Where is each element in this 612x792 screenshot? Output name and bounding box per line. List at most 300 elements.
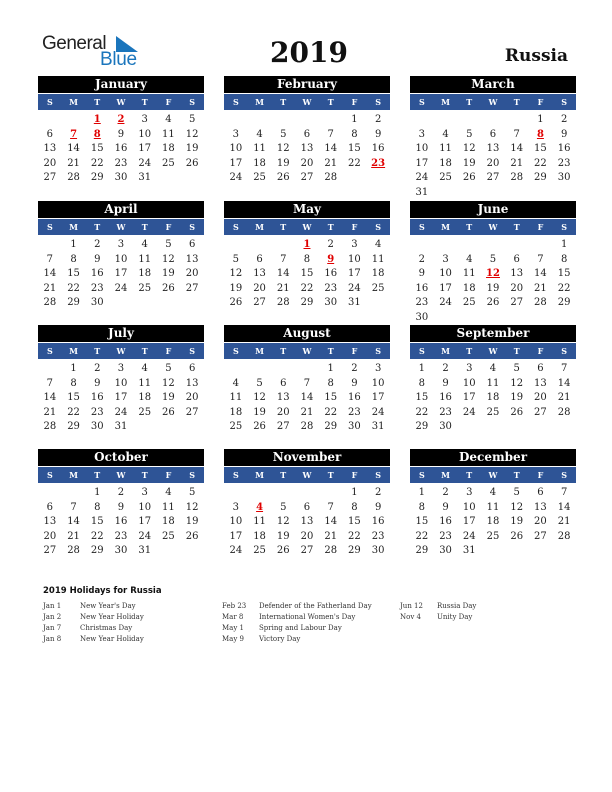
day-cell: 28 [67,172,80,183]
day-cell: 11 [162,128,175,140]
month-may [224,201,390,311]
day-cell: 17 [114,392,128,403]
day-cell: 9 [117,501,125,513]
day-cell: 14 [324,143,338,154]
day-cell: 8 [94,501,101,513]
day-cell: 27 [300,172,314,183]
weekday-label: W [488,470,498,480]
day-cell: 7 [327,128,334,140]
day-cell: 14 [534,268,547,279]
day-cell: 2 [442,487,449,498]
day-cell: 11 [138,377,152,389]
holiday-list-title: 2019 Holidays for Russia [43,586,162,596]
weekday-label: S [46,97,53,107]
day-cell: 11 [229,392,243,403]
day-cell: 13 [276,392,290,403]
holiday-row [43,612,144,623]
day-cell: 27 [185,406,199,418]
holiday-day-cell: 1 [303,239,311,250]
weekday-label: F [537,346,544,356]
day-cell: 3 [232,128,240,140]
empty-cell [295,486,319,501]
day-cell: 7 [560,487,568,498]
holiday-row [400,601,476,612]
month-october [38,449,204,559]
day-cell: 17 [462,392,476,403]
day-cell: 28 [324,172,338,183]
month-july [38,325,204,435]
day-cell: 30 [324,297,338,308]
day-cell: 26 [510,406,524,418]
day-cell: 1 [560,239,568,250]
calendar-year: 2019 [270,36,348,69]
day-cell: 11 [462,268,476,279]
weekday-label: T [94,346,101,356]
holiday-date: May 9 [222,635,244,643]
day-cell: 4 [489,487,497,498]
day-cell: 30 [439,421,452,432]
weekday-label: S [189,97,196,107]
empty-cell [62,113,86,128]
weekday-label: M [441,97,450,107]
day-cell: 30 [439,545,452,556]
day-cell: 23 [90,282,104,294]
day-cell: 13 [43,516,57,527]
day-cell: 3 [374,363,382,374]
weekday-label: W [488,222,498,232]
empty-cell [224,486,248,501]
day-cell: 17 [138,516,152,527]
day-cell: 2 [94,363,101,374]
empty-cell [319,486,343,501]
day-cell: 23 [348,406,361,418]
holiday-date: Jun 12 [400,602,423,610]
day-cell: 28 [510,172,524,183]
day-cell: 1 [70,363,77,374]
day-cell: 16 [439,392,452,403]
day-cell: 9 [374,501,382,513]
day-cell: 31 [462,545,476,556]
day-cell: 18 [486,516,500,527]
day-cell: 1 [94,487,101,498]
day-cell: 11 [486,501,500,513]
day-cell: 7 [303,377,311,389]
day-cell: 10 [348,253,361,265]
day-cell: 9 [560,128,568,140]
day-cell: 15 [348,516,361,527]
weekday-label: S [561,97,568,107]
day-cell: 21 [557,392,571,403]
month-title: March [410,76,576,93]
weekday-label: S [561,470,568,480]
day-cell: 7 [513,128,520,140]
day-cell: 19 [253,406,266,418]
day-cell: 25 [162,157,175,169]
day-cell: 23 [114,530,128,542]
day-cell: 14 [510,143,524,154]
month-june [410,201,576,325]
weekday-label: S [232,346,239,356]
empty-cell [295,362,319,377]
day-cell: 24 [229,172,243,183]
day-cell: 20 [43,530,57,542]
holiday-row [222,623,372,634]
weekday-label: T [327,470,334,480]
day-cell: 4 [165,487,172,498]
day-cell: 22 [90,157,104,169]
day-cell: 13 [43,143,57,154]
day-cell: 3 [466,363,473,374]
day-cell: 15 [90,143,104,154]
weekday-label: F [351,346,358,356]
day-cell: 29 [67,421,80,432]
day-cell: 14 [557,377,571,389]
weekday-label: F [351,222,358,232]
day-cell: 24 [114,406,128,418]
day-cell: 12 [253,392,266,403]
day-cell: 1 [351,114,358,125]
day-cell: 7 [327,501,334,513]
holiday-date: Mar 8 [222,613,244,621]
holiday-date: Jan 2 [43,613,62,621]
day-cell: 3 [117,239,125,250]
day-cell: 6 [188,239,196,250]
day-cell: 11 [371,253,385,265]
day-cell: 3 [141,114,148,125]
day-cell: 15 [67,392,80,403]
empty-cell [434,113,458,128]
day-cell: 26 [486,297,500,308]
weekday-label: S [189,470,196,480]
day-grid [38,113,204,186]
day-cell: 22 [415,406,429,418]
holiday-date: Jan 8 [43,635,62,643]
weekday-label: T [94,97,101,107]
day-cell: 17 [415,157,429,169]
empty-cell [481,113,505,128]
weekday-label: S [232,470,239,480]
weekday-header [38,94,204,110]
day-cell: 17 [462,516,476,527]
day-grid [224,362,390,435]
day-cell: 21 [67,157,80,169]
day-cell: 9 [374,128,382,140]
day-cell: 16 [415,282,429,294]
weekday-label: W [302,346,312,356]
day-cell: 22 [67,406,80,418]
day-cell: 23 [439,530,452,542]
day-cell: 20 [534,392,547,403]
day-cell: 16 [557,143,571,154]
day-cell: 6 [256,253,263,265]
empty-cell [295,113,319,128]
day-grid [38,362,204,435]
day-cell: 27 [534,530,547,542]
day-cell: 6 [303,128,311,140]
empty-cell [271,238,295,253]
month-title: September [410,325,576,342]
weekday-header [410,94,576,110]
day-cell: 19 [162,268,175,279]
weekday-label: S [46,346,53,356]
month-title: November [224,449,390,466]
weekday-label: M [255,97,264,107]
day-cell: 11 [253,143,266,154]
day-cell: 26 [276,545,290,556]
day-cell: 24 [439,297,452,308]
day-cell: 18 [253,530,266,542]
holiday-day-cell: 23 [371,157,386,169]
day-cell: 18 [229,406,243,418]
holiday-name: Defender of the Fatherland Day [259,602,372,610]
month-february [224,76,390,186]
day-cell: 14 [557,501,571,513]
day-cell: 8 [418,377,426,389]
day-cell: 27 [185,282,199,294]
month-title: December [410,449,576,466]
day-cell: 9 [442,501,449,513]
day-cell: 28 [43,297,57,308]
holiday-name: New Year Holiday [80,613,144,621]
weekday-label: M [441,470,450,480]
day-cell: 29 [90,545,104,556]
day-cell: 10 [114,377,128,389]
weekday-label: T [280,346,287,356]
day-cell: 25 [162,530,175,542]
empty-cell [505,113,529,128]
weekday-label: T [141,346,148,356]
empty-cell [505,238,529,253]
holiday-day-cell: 2 [117,114,125,125]
day-cell: 2 [117,487,125,498]
weekday-label: T [94,470,101,480]
day-cell: 28 [300,421,314,432]
weekday-label: M [441,222,450,232]
day-cell: 26 [185,530,199,542]
weekday-label: T [94,222,101,232]
empty-cell [224,113,248,128]
empty-cell [248,238,272,253]
weekday-label: T [280,222,287,232]
day-cell: 13 [253,268,266,279]
weekday-label: T [141,470,148,480]
day-cell: 1 [537,114,544,125]
holiday-day-cell: 9 [327,253,335,265]
day-cell: 21 [510,157,524,169]
day-cell: 4 [442,128,449,140]
day-cell: 27 [276,421,290,432]
month-september [410,325,576,435]
day-cell: 26 [462,172,476,183]
day-cell: 12 [276,143,290,154]
weekday-label: F [165,470,172,480]
day-cell: 20 [276,406,290,418]
day-cell: 4 [256,128,263,140]
day-cell: 20 [185,268,199,279]
weekday-label: W [116,470,126,480]
weekday-header [224,467,390,483]
day-cell: 17 [348,268,361,279]
day-cell: 2 [442,363,449,374]
weekday-label: T [280,97,287,107]
weekday-label: T [513,346,520,356]
holiday-day-cell: 1 [93,114,101,125]
logo-text-general: General [42,33,107,54]
empty-cell [248,362,272,377]
holiday-list [43,586,583,643]
day-cell: 6 [46,501,54,513]
day-cell: 16 [371,516,385,527]
day-cell: 27 [486,172,500,183]
holiday-column [222,601,372,645]
day-cell: 27 [253,297,266,308]
day-cell: 4 [141,239,148,250]
day-cell: 15 [67,268,80,279]
general-blue-logo [42,33,142,69]
day-cell: 4 [374,239,382,250]
logo-text-blue: Blue [100,49,137,70]
day-cell: 30 [415,311,429,323]
day-cell: 15 [348,143,361,154]
day-cell: 3 [141,487,148,498]
day-cell: 25 [229,421,243,432]
empty-cell [248,113,272,128]
day-cell: 23 [90,406,104,418]
day-cell: 16 [90,268,104,279]
weekday-label: M [255,222,264,232]
weekday-label: F [537,97,544,107]
day-cell: 5 [513,363,520,374]
day-cell: 7 [46,377,54,389]
day-cell: 23 [324,282,338,294]
day-cell: 11 [439,143,452,154]
day-cell: 10 [462,377,476,389]
day-cell: 15 [300,268,314,279]
empty-cell [410,238,434,253]
day-cell: 8 [560,253,568,265]
weekday-label: S [46,470,53,480]
weekday-header [38,343,204,359]
day-cell: 12 [276,516,290,527]
holiday-name: Unity Day [437,613,473,621]
month-title: August [224,325,390,342]
day-cell: 6 [537,487,544,498]
weekday-label: M [69,222,78,232]
day-cell: 26 [162,406,175,418]
day-cell: 6 [188,363,196,374]
day-cell: 26 [162,282,175,294]
day-cell: 26 [185,157,199,169]
day-cell: 23 [371,530,385,542]
day-cell: 15 [415,516,429,527]
weekday-label: M [255,470,264,480]
weekday-label: S [375,97,382,107]
weekday-label: W [488,346,498,356]
day-cell: 12 [185,501,199,513]
weekday-label: T [141,222,148,232]
weekday-label: S [561,222,568,232]
day-cell: 9 [94,253,101,265]
day-cell: 4 [466,253,473,265]
day-cell: 6 [46,128,54,140]
day-grid [410,238,576,325]
day-cell: 5 [165,239,172,250]
day-cell: 25 [371,282,385,294]
day-cell: 22 [348,530,361,542]
day-cell: 28 [324,545,338,556]
day-cell: 13 [300,143,314,154]
day-cell: 20 [253,282,266,294]
day-cell: 27 [510,297,524,308]
holiday-date: Jan 7 [43,624,62,632]
month-title: May [224,201,390,218]
day-cell: 27 [534,406,547,418]
day-cell: 5 [280,128,287,140]
day-cell: 19 [185,143,199,154]
day-cell: 2 [374,487,382,498]
day-grid [224,238,390,311]
day-cell: 24 [462,406,476,418]
day-cell: 24 [415,172,429,183]
day-cell: 22 [415,530,429,542]
day-cell: 13 [486,143,500,154]
holiday-name: Russia Day [437,602,477,610]
holiday-name: International Women's Day [259,613,356,621]
weekday-label: S [375,346,382,356]
day-cell: 13 [510,268,524,279]
day-cell: 20 [43,157,57,169]
day-cell: 2 [418,253,426,265]
day-cell: 29 [300,297,314,308]
day-cell: 16 [114,516,128,527]
day-cell: 15 [90,516,104,527]
day-cell: 29 [90,172,104,183]
day-cell: 14 [67,143,80,154]
day-cell: 5 [188,114,196,125]
day-cell: 13 [300,516,314,527]
day-cell: 21 [534,282,547,294]
day-cell: 19 [510,392,524,403]
day-cell: 14 [67,516,80,527]
day-cell: 29 [67,297,80,308]
day-cell: 3 [232,501,240,513]
empty-cell [224,362,248,377]
day-cell: 31 [114,421,128,432]
day-cell: 5 [489,253,497,265]
day-cell: 10 [415,143,429,154]
month-august [224,325,390,435]
day-cell: 20 [534,516,547,527]
weekday-header [38,219,204,235]
weekday-label: F [537,470,544,480]
day-cell: 22 [324,406,338,418]
day-cell: 17 [371,392,385,403]
day-cell: 21 [324,157,338,169]
day-cell: 26 [253,421,266,432]
day-cell: 28 [276,297,290,308]
day-cell: 10 [229,143,243,154]
day-cell: 17 [229,530,243,542]
day-cell: 25 [138,282,152,294]
day-cell: 25 [138,406,152,418]
day-cell: 19 [276,530,290,542]
day-cell: 12 [510,377,524,389]
empty-cell [410,113,434,128]
month-title: June [410,201,576,218]
day-cell: 13 [185,253,199,265]
day-cell: 29 [534,172,547,183]
weekday-label: W [116,222,126,232]
